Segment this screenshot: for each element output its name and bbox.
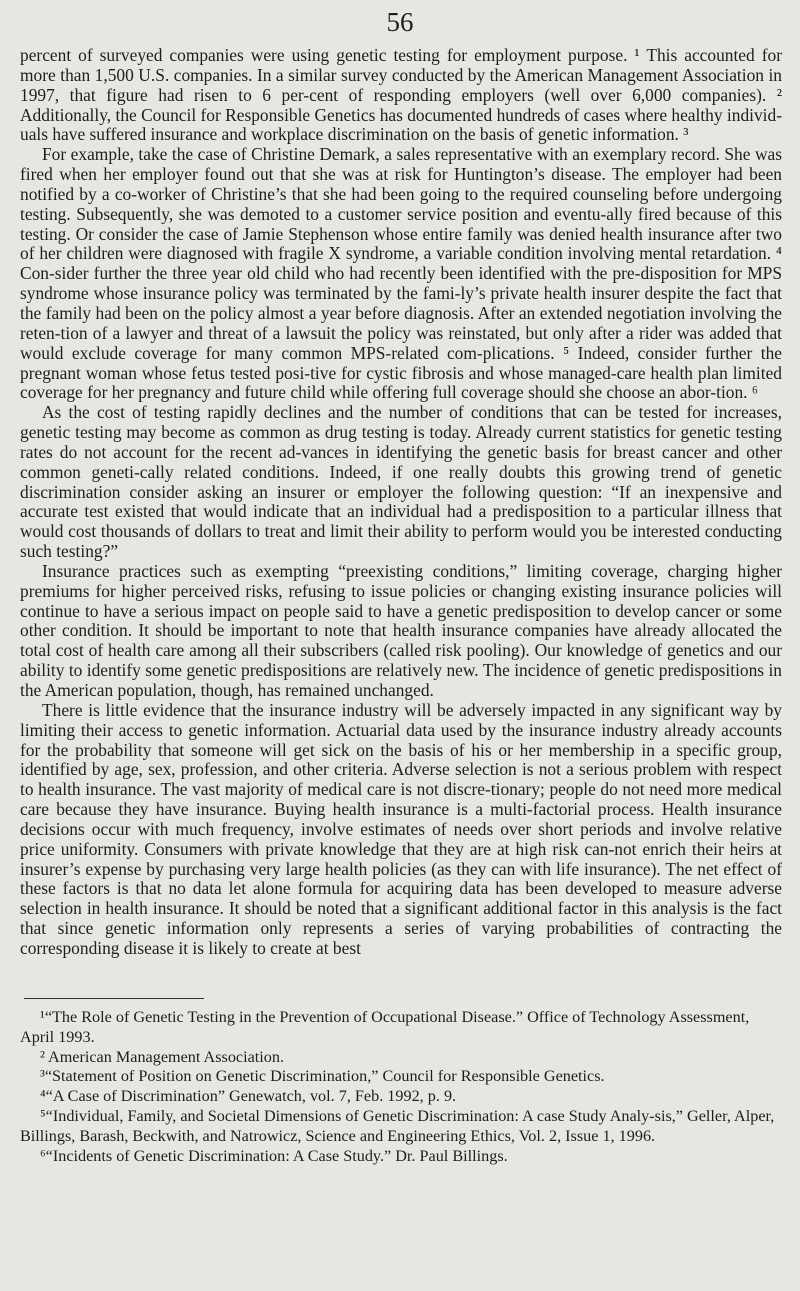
- footnotes: [20, 1008, 782, 1166]
- footnote: ⁵“Individual, Family, and Societal Dimensions of Genetic Discrimination: A case Study Analy-sis,” Geller, Alper, Billings, Barash, Beckwith, and Natrowicz, Science and Engineering Ethics, Vol. 2, Issue 1, 1996.: [20, 1106, 775, 1145]
- footnote: ⁶“Incidents of Genetic Discrimination: A Case Study.” Dr. Paul Billings.: [40, 1146, 508, 1165]
- paragraph: Insurance practices such as exempting “preexisting conditions,” limiting coverage, charging higher premiums for higher perceived risks, refusing to issue policies or changing existing insurance policies will continue to have a serious impact on people said to have a genetic predisposition to develop cancer or some other condition. It should be important to note that health insurance companies have already allocated the total cost of health care among all their subscribers (called risk pooling). Our knowledge of genetics and our ability to identify some genetic predispositions are relatively new. The incidence of genetic predispositions in the American population, though, has remained unchanged.: [20, 560, 782, 700]
- footnote-divider: [24, 998, 204, 999]
- paragraph: As the cost of testing rapidly declines and the number of conditions that can be tested for increases, genetic testing may become as common as drug testing is today. Already current statistics for genetic testing rates do not account for the recent ad-vances in identifying the genetic basis for breast cancer and other common geneti-cally related conditions. Indeed, if one really doubts this growing trend of genetic discrimination consider asking an insurer or employer the following question: “If an inexpensive and accurate test existed that would indicate that an individual had a predisposition to a particular illness that would cost thousands of dollars to treat and limit their ability to perform would you be interested conducting such testing?”: [20, 402, 782, 562]
- paragraph: There is little evidence that the insurance industry will be adversely impacted in any significant way by limiting their access to genetic information. Actuarial data used by the insurance industry already accounts for the probability that someone will get sick on the basis of his or her membership in a specific group, identified by age, sex, profession, and other criteria. Adverse selection is not a serious problem with respect to health insurance. The vast majority of medical care is not discre-tionary; people do not need more medical care because they have insurance. Buying health insurance is a multi-factorial process. Health insurance decisions occur with much frequency, involve estimates of needs over short periods and involve relative price uniformity. Consumers with private knowledge that they are at high risk can-not enrich their heirs at insurer’s expense by purchasing very large health policies (as they can with life insurance). The net effect of these factors is that no data let alone formula for acquiring data has been developed to measure adverse selection in health insurance. It should be noted that a significant additional factor in this analysis is the fact that since genetic information only represents a series of varying probabilities of contracting the corresponding disease it is likely to create at best: [20, 699, 782, 958]
- page-number: 56: [386, 7, 414, 37]
- footnote: ⁴“A Case of Discrimination” Genewatch, vol. 7, Feb. 1992, p. 9.: [40, 1087, 457, 1106]
- paragraph: For example, take the case of Christine Demark, a sales representative with an exemplary record. She was fired when her employer found out that she was at risk for Huntington’s disease. The employer had been notified by a co-worker of Christine’s that she had been going to the required counseling before undergoing testing. Subsequently, she was demoted to a customer service position and eventu-ally fired because of this testing. Or consider the case of Jamie Stephenson whose entire family was denied health insurance after two of her children were diagnosed with fragile X syndrome, a variable condition involving mental retardation. ⁴ Con-sider further the three year old child who had recently been identified with the pre-disposition for MPS syndrome whose insurance policy was terminated by the fami-ly’s private health insurer despite the fact that the family had been on the policy almost a year before diagnosis. After an extended negotiation involving the reten-tion of a lawyer and threat of a lawsuit the policy was reinstated, but only after a rider was added that would exclude coverage for many common MPS-related com-plications. ⁵ Indeed, consider further the pregnant woman whose fetus tested posi-tive for cystic fibrosis and whose managed-care health plan limited coverage for her pregnancy and future child while offering full coverage should she choose an abor-tion. ⁶: [20, 144, 782, 403]
- footnote: ¹“The Role of Genetic Testing in the Prevention of Occupational Disease.” Office of Technology Assessment, April 1993.: [20, 1008, 750, 1046]
- footnote: ³“Statement of Position on Genetic Discrimination,” Council for Responsible Genetics.: [40, 1067, 605, 1086]
- paragraph: percent of surveyed companies were using genetic testing for employment purpose. ¹ This accounted for more than 1,500 U.S. companies. In a similar survey conducted by the American Management Association in 1997, that figure had risen to 6 per-cent of responding employers (well over 6,000 companies). ² Additionally, the Council for Responsible Genetics has documented hundreds of cases where healthy individ-uals have suffered insurance and workplace discrimination on the basis of genetic information. ³: [20, 45, 782, 145]
- footnote: ² American Management Association.: [40, 1047, 285, 1066]
- body-text: [20, 46, 782, 959]
